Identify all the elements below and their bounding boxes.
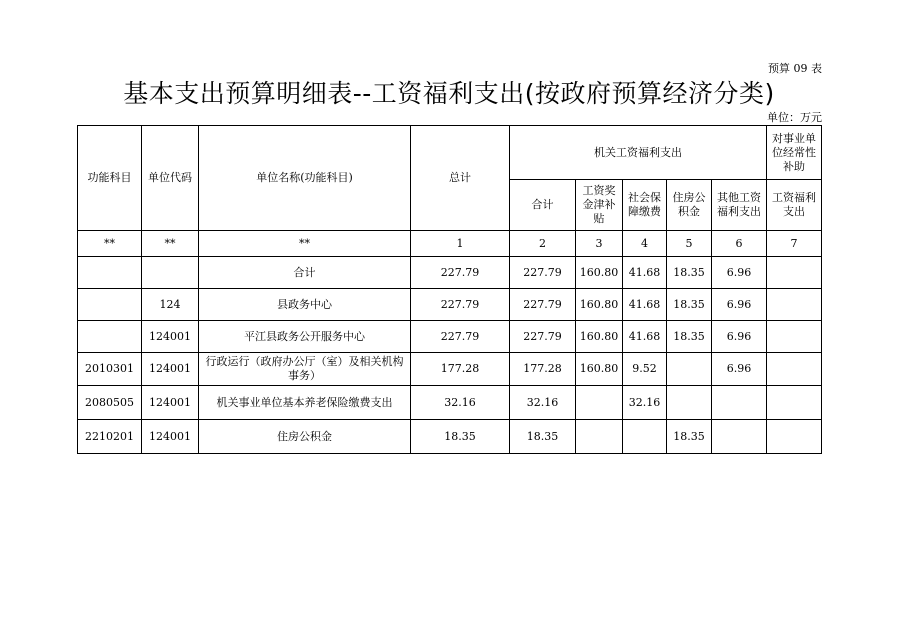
unit-code-cell xyxy=(142,257,199,289)
subtotal-cell: 177.28 xyxy=(510,353,576,386)
total-cell: 32.16 xyxy=(411,386,510,420)
salary-cell xyxy=(576,420,623,454)
social-cell: 32.16 xyxy=(623,386,667,420)
table-row xyxy=(78,321,822,353)
salary-cell: 160.80 xyxy=(576,257,623,289)
header-other: 其他工资福利支出 xyxy=(712,180,767,231)
welfare-cell xyxy=(767,289,822,321)
func-subject-cell xyxy=(78,321,142,353)
welfare-cell xyxy=(767,321,822,353)
salary-cell xyxy=(576,386,623,420)
other-cell: 6.96 xyxy=(712,321,767,353)
unit-name-cell: 合计 xyxy=(199,257,411,289)
budget-table xyxy=(77,125,822,454)
unit-code-cell: 124001 xyxy=(142,321,199,353)
header-social: 社会保障缴费 xyxy=(623,180,667,231)
unit-code-cell: 124 xyxy=(142,289,199,321)
other-cell: 6.96 xyxy=(712,257,767,289)
header-unit-code: 单位代码 xyxy=(142,126,199,231)
social-cell: 41.68 xyxy=(623,289,667,321)
table-row xyxy=(78,386,822,420)
social-cell xyxy=(623,420,667,454)
page-title: 基本支出预算明细表--工资福利支出(按政府预算经济分类) xyxy=(123,79,775,108)
salary-cell: 160.80 xyxy=(576,289,623,321)
subtotal-cell: 227.79 xyxy=(510,321,576,353)
total-cell: 227.79 xyxy=(411,289,510,321)
unit-code-cell: 124001 xyxy=(142,420,199,454)
table-number: 预算 09 表 xyxy=(768,62,822,75)
social-cell: 9.52 xyxy=(623,353,667,386)
index-cell: 4 xyxy=(623,231,667,257)
table-row xyxy=(78,420,822,454)
index-cell: 2 xyxy=(510,231,576,257)
index-cell: 7 xyxy=(767,231,822,257)
header-agency-group: 机关工资福利支出 xyxy=(510,126,767,180)
total-cell: 227.79 xyxy=(411,321,510,353)
salary-cell: 160.80 xyxy=(576,321,623,353)
salary-cell: 160.80 xyxy=(576,353,623,386)
header-total: 总计 xyxy=(411,126,510,231)
subtotal-cell: 227.79 xyxy=(510,257,576,289)
welfare-cell xyxy=(767,353,822,386)
table-row xyxy=(78,257,822,289)
housing-cell: 18.35 xyxy=(667,420,712,454)
header-func-subject: 功能科目 xyxy=(78,126,142,231)
total-cell: 18.35 xyxy=(411,420,510,454)
header-unit-name: 单位名称(功能科目) xyxy=(199,126,411,231)
unit-code-cell: 124001 xyxy=(142,353,199,386)
social-cell: 41.68 xyxy=(623,321,667,353)
index-cell: ** xyxy=(78,231,142,257)
unit-name-cell: 县政务中心 xyxy=(199,289,411,321)
index-cell: 5 xyxy=(667,231,712,257)
index-row xyxy=(78,231,822,257)
subtotal-cell: 18.35 xyxy=(510,420,576,454)
subtotal-cell: 32.16 xyxy=(510,386,576,420)
housing-cell: 18.35 xyxy=(667,257,712,289)
table-row xyxy=(78,289,822,321)
housing-cell xyxy=(667,353,712,386)
index-cell: 6 xyxy=(712,231,767,257)
subtotal-cell: 227.79 xyxy=(510,289,576,321)
table-row xyxy=(78,353,822,386)
index-cell: 3 xyxy=(576,231,623,257)
header-welfare: 工资福利支出 xyxy=(767,180,822,231)
other-cell: 6.96 xyxy=(712,289,767,321)
unit-label: 单位：万元 xyxy=(767,111,822,124)
func-subject-cell: 2010301 xyxy=(78,353,142,386)
welfare-cell xyxy=(767,386,822,420)
header-subtotal: 合计 xyxy=(510,180,576,231)
other-cell: 6.96 xyxy=(712,353,767,386)
welfare-cell xyxy=(767,257,822,289)
func-subject-cell: 2080505 xyxy=(78,386,142,420)
index-cell: ** xyxy=(199,231,411,257)
header-salary: 工资奖金津补贴 xyxy=(576,180,623,231)
func-subject-cell xyxy=(78,257,142,289)
unit-name-cell: 机关事业单位基本养老保险缴费支出 xyxy=(199,386,411,420)
welfare-cell xyxy=(767,420,822,454)
total-cell: 177.28 xyxy=(411,353,510,386)
housing-cell xyxy=(667,386,712,420)
header-housing: 住房公积金 xyxy=(667,180,712,231)
header-row-1 xyxy=(78,126,822,180)
unit-name-cell: 住房公积金 xyxy=(199,420,411,454)
social-cell: 41.68 xyxy=(623,257,667,289)
unit-name-cell: 行政运行（政府办公厅（室）及相关机构事务） xyxy=(199,353,411,386)
index-cell: ** xyxy=(142,231,199,257)
housing-cell: 18.35 xyxy=(667,289,712,321)
index-cell: 1 xyxy=(411,231,510,257)
other-cell xyxy=(712,420,767,454)
other-cell xyxy=(712,386,767,420)
housing-cell: 18.35 xyxy=(667,321,712,353)
header-subsidy-group: 对事业单位经常性补助 xyxy=(767,126,822,180)
func-subject-cell xyxy=(78,289,142,321)
unit-name-cell: 平江县政务公开服务中心 xyxy=(199,321,411,353)
total-cell: 227.79 xyxy=(411,257,510,289)
unit-code-cell: 124001 xyxy=(142,386,199,420)
func-subject-cell: 2210201 xyxy=(78,420,142,454)
